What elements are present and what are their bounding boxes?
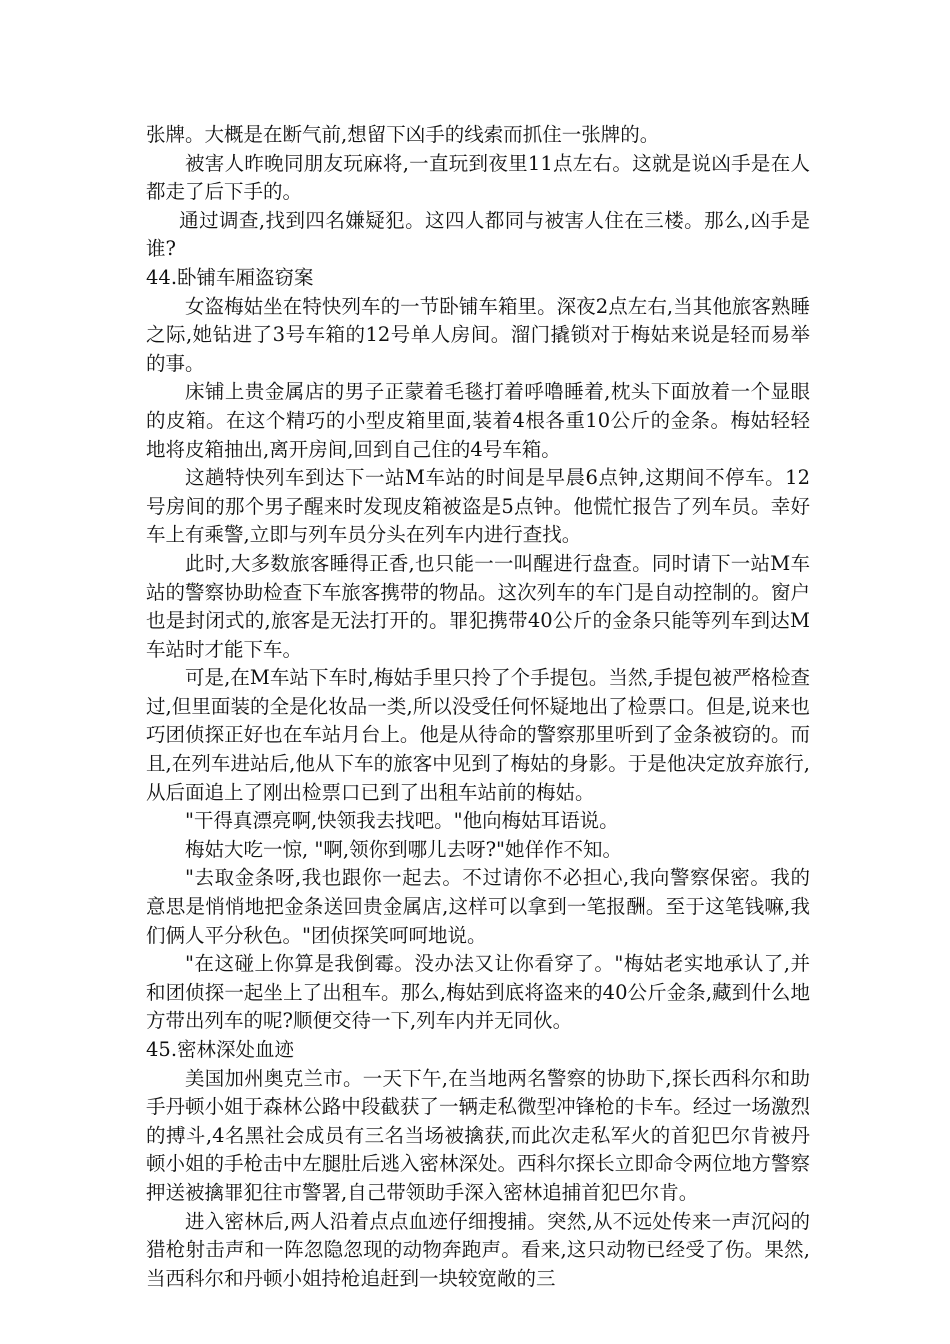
paragraph: 被害人昨晚同朋友玩麻将,一直玩到夜里11点左右。这就是说凶手是在人都走了后下手的。 bbox=[146, 151, 810, 204]
paragraph: 可是,在M车站下车时,梅姑手里只拎了个手提包。当然,手提包被严格检查过,但里面装的全是化妆品一类,所以没受任何怀疑地出了检票口。但是,说来也巧团侦探正好也在车站月台上。他是从待命的警察那里听到了金条被窃的。而且,在列车进站后,他从下车的旅客中见到了梅姑的身影。于是他决定放弃旅行,从后面追上了刚出检票口已到了出租车站前的梅姑。 bbox=[146, 666, 810, 804]
paragraph: "干得真漂亮啊,快领我去找吧。"他向梅姑耳语说。 bbox=[185, 809, 619, 833]
paragraph: 此时,大多数旅客睡得正香,也只能一一叫醒进行盘查。同时请下一站M车站的警察协助检查下车旅客携带的物品。这次列车的车门是自动控制的。窗户也是封闭式的,旅客是无法打开的。罪犯携带40公斤的金条只能等列车到达M车站时才能下车。 bbox=[146, 551, 810, 661]
paragraph: 张牌。大概是在断气前,想留下凶手的线索而抓住一张牌的。 bbox=[146, 123, 660, 146]
paragraph: 梅姑大吃一惊, "啊,领你到哪儿去呀?"她佯作不知。 bbox=[185, 837, 622, 861]
paragraph: 女盗梅姑坐在特快列车的一节卧铺车箱里。深夜2点左右,当其他旅客熟睡之际,她钻进了3号车箱的12号单人房间。溜门撬锁对于梅姑来说是轻而易举的事。 bbox=[146, 294, 810, 375]
section-heading: 44.卧铺车厢盗窃案 bbox=[146, 265, 314, 289]
paragraph: "在这碰上你算是我倒霉。没办法又让你看穿了。"梅姑老实地承认了,并和团侦探一起坐上了出租车。那么,梅姑到底将盗来的40公斤金条,藏到什么地方带出列车的呢?顺便交待一下,列车内并无同伙。 bbox=[146, 952, 810, 1033]
document-page bbox=[146, 121, 810, 1293]
paragraph: 美国加州奥克兰市。一天下午,在当地两名警察的协助下,探长西科尔和助手丹顿小姐于森林公路中段截获了一辆走私微型冲锋枪的卡车。经过一场激烈的搏斗,4名黑社会成员有三名当场被擒获,而此次走私军火的首犯巴尔肯被丹顿小姐的手枪击中左腿肚后逃入密林深处。西科尔探长立即命令两位地方警察押送被擒罪犯往市警署,自己带领助手深入密林追捕首犯巴尔肯。 bbox=[146, 1066, 810, 1204]
section-heading: 45.密林深处血迹 bbox=[146, 1038, 295, 1061]
paragraph: "去取金条呀,我也跟你一起去。不过请你不必担心,我向警察保密。我的意思是悄悄地把金条送回贵金属店,这样可以拿到一笔报酬。至于这笔钱嘛,我们俩人平分秋色。"团侦探笑呵呵地说。 bbox=[146, 866, 810, 947]
paragraph: 这趟特快列车到达下一站M车站的时间是早晨6点钟,这期间不停车。12号房间的那个男子醒来时发现皮箱被盗是5点钟。他慌忙报告了列车员。幸好车上有乘警,立即与列车员分头在列车内进行查找。 bbox=[146, 466, 810, 547]
paragraph: 进入密林后,两人沿着点点血迹仔细搜捕。突然,从不远处传来一声沉闷的猎枪射击声和一阵忽隐忽现的动物奔跑声。看来,这只动物已经受了伤。果然,当西科尔和丹顿小姐持枪追赶到一块较宽敞的三 bbox=[146, 1209, 810, 1290]
paragraph: 床铺上贵金属店的男子正蒙着毛毯打着呼噜睡着,枕头下面放着一个显眼的皮箱。在这个精巧的小型皮箱里面,装着4根各重10公斤的金条。梅姑轻轻地将皮箱抽出,离开房间,回到自己住的4号车箱。 bbox=[146, 380, 810, 461]
paragraph: 通过调查,找到四名嫌疑犯。这四人都同与被害人住在三楼。那么,凶手是谁? bbox=[146, 208, 810, 261]
